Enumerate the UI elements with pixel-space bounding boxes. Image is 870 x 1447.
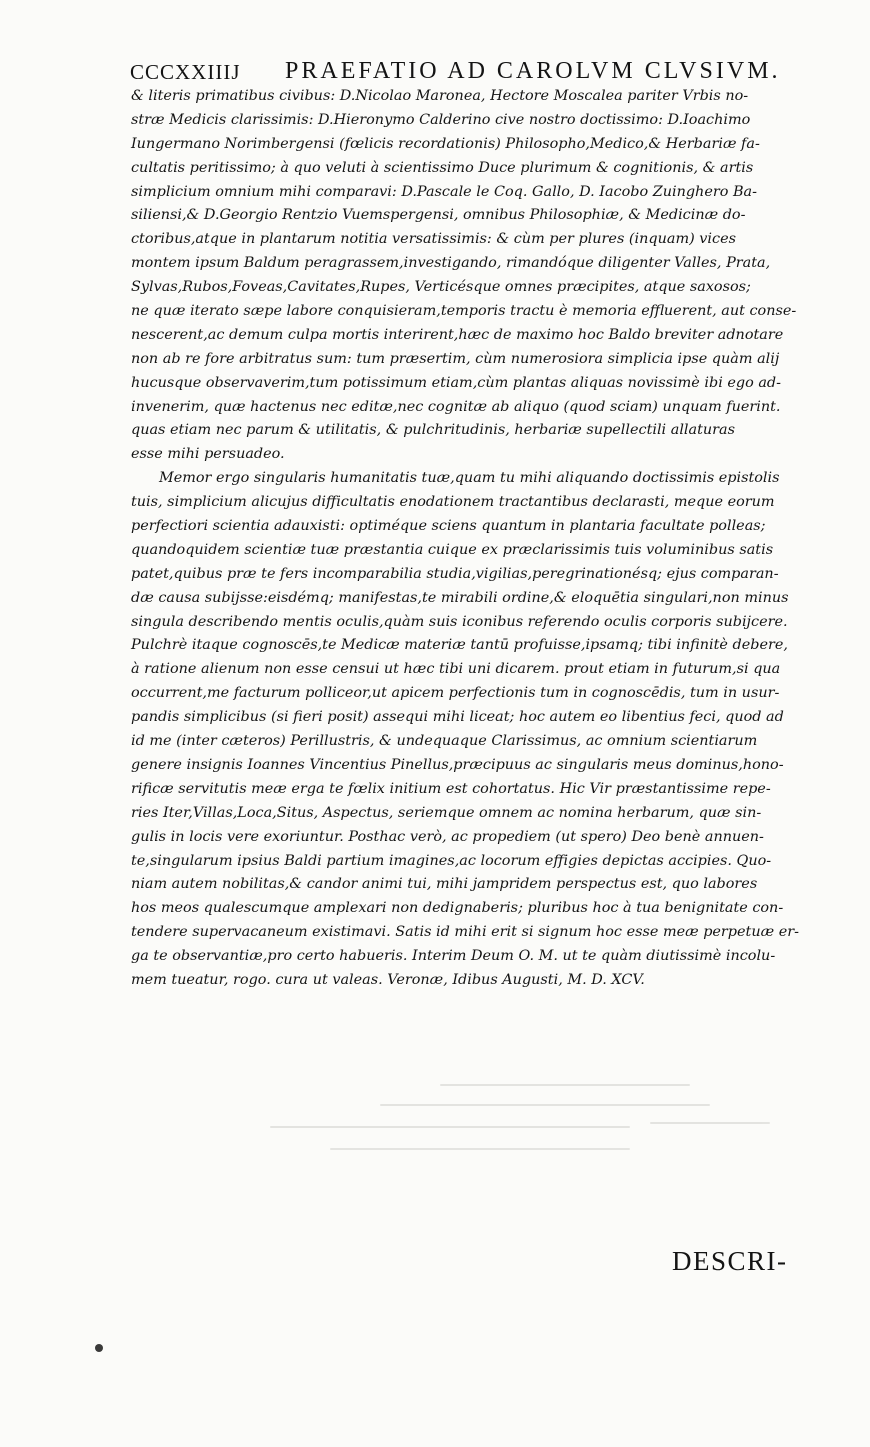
text-line: ctoribus,atque in plantarum notitia versatissimis: & cùm per plures (inquam) vices [131, 231, 736, 248]
text-line: genere insignis Ioannes Vincentius Pinellus,præcipuus ac singularis meus dominus,hono- [131, 756, 784, 773]
text-line: dæ causa subijsse:eisdémq; manifestas,te mirabili ordine,& eloquētia singulari,non minus [131, 589, 789, 606]
text-line: nescerent,ac demum culpa mortis interirent,hæc de maximo hoc Baldo breviter adnotare [131, 326, 784, 343]
text-line: Memor ergo singularis humanitatis tuæ,quam tu mihi aliquando doctissimis epistolis [159, 470, 780, 487]
text-line: singula describendo mentis oculis,quàm suis iconibus referendo oculis corporis subijcere. [131, 613, 788, 630]
text-line: mem tueatur, rogo. cura ut valeas. Veronæ, Idibus Augusti, M. D. XCV. [131, 971, 645, 988]
text-line: patet,quibus præ te fers incomparabilia studia,vigilias,peregrinationésq; ejus comparan- [131, 565, 779, 582]
text-line: gulis in locis vere exoriuntur. Posthac verò, ac propediem (ut spero) Deo benè annuen- [131, 828, 764, 845]
text-line: rificæ servitutis meæ erga te fœlix initium est cohortatus. Hic Vir præstantissime repe- [131, 780, 771, 797]
running-title: PRAEFATIO AD CAROLVM CLVSIVM. [285, 58, 781, 84]
text-line: à ratione alienum non esse censui ut hæc tibi uni dicarem. prout etiam in futurum,si qua [131, 661, 781, 678]
text-line: Iungermano Norimbergensi (fœlicis recordationis) Philosopho,Medico,& Herbariæ fa- [131, 135, 760, 152]
text-line: Pulchrè itaque cognoscēs,te Medicæ materiæ tantū profuisse,ipsamq; tibi infinitè debere, [131, 637, 788, 654]
text-line: occurrent,me facturum polliceor,ut apicem perfectionis tum in cognoscēdis, tum in usur- [131, 685, 780, 702]
text-line: te,singularum ipsius Baldi partium imagines,ac locorum effigies depictas accipies. Quo- [131, 852, 772, 869]
text-line: non ab re fore arbitratus sum: tum præsertim, cùm numerosiora simplicia ipse quàm alij [131, 350, 780, 367]
text-line: esse mihi persuadeo. [131, 446, 285, 463]
text-line: Sylvas,Rubos,Foveas,Cavitates,Rupes, Verticésque omnes præcipites, atque saxosos; [131, 279, 751, 296]
ink-speck [95, 1344, 103, 1352]
text-line: quandoquidem scientiæ tuæ præstantia cuique ex præclarissimis tuis voluminibus satis [131, 541, 774, 558]
text-line: perfectiori scientia adauxisti: optiméque sciens quantum in plantaria facultate polleas; [131, 518, 766, 535]
text-line: stræ Medicis clarissimis: D.Hieronymo Calderino cive nostro doctissimo: D.Ioachimo [131, 111, 751, 128]
text-line: tendere supervacaneum existimavi. Satis id mihi erit si signum hoc esse meæ perpetuæ er- [131, 924, 799, 941]
text-line: ries Iter,Villas,Loca,Situs, Aspectus, seriemque omnem ac nomina herbarum, quæ sin- [131, 804, 762, 821]
text-line: siliensi,& D.Georgio Rentzio Vuemspergensi, omnibus Philosophiæ, & Medicinæ do- [131, 207, 746, 224]
text-line: simplicium omnium mihi comparavi: D.Pascale le Coq. Gallo, D. Iacobo Zuinghero Ba- [131, 183, 757, 200]
folio-number: CCCXXIIIJ [130, 60, 241, 84]
text-line: hos meos qualescumque amplexari non dedignaberis; pluribus hoc à tua benignitate con- [131, 900, 784, 917]
text-line: ga te observantiæ,pro certo habueris. Interim Deum O. M. ut te quàm diutissimè incolu- [131, 948, 776, 965]
text-line: & literis primatibus civibus: D.Nicolao Maronea, Hectore Moscalea pariter Vrbis no- [131, 88, 749, 104]
text-line: niam autem nobilitas,& candor animi tui, mihi jampridem perspectus est, quo labores [131, 876, 758, 893]
text-line: cultatis peritissimo; à quo veluti à scientissimo Duce plurimum & cognitionis, & artis [131, 159, 754, 176]
text-line: tuis, simplicium alicujus difficultatis enodationem tractantibus declarasti, meque eorum [131, 494, 775, 511]
text-line: invenerim, quæ hactenus nec editæ,nec cognitæ ab aliquo (quod sciam) unquam fuerint. [131, 398, 781, 415]
text-line: pandis simplicibus (si fieri posit) assequi mihi liceat; hoc autem eo libentius feci, quod ad [131, 709, 784, 726]
body-text [131, 85, 811, 993]
catchword: DESCRI- [672, 1246, 788, 1276]
text-line: montem ipsum Baldum peragrassem,investigando, rimandóque diligenter Valles, Prata, [131, 255, 771, 272]
text-line: quas etiam nec parum & utilitatis, & pulchritudinis, herbariæ supellectili allaturas [131, 422, 735, 439]
text-line: ne quæ iterato sæpe labore conquisieram,temporis tractu è memoria effluerent, aut conse- [131, 303, 797, 320]
text-line: id me (inter cæteros) Perillustris, & undequaque Clarissimus, ac omnium scientiarum [131, 733, 758, 750]
text-line: hucusque observaverim,tum potissimum etiam,cùm plantas aliquas novissimè ibi ego ad- [131, 374, 781, 391]
page-header [130, 58, 810, 88]
show-through-bleed [270, 1078, 810, 1168]
